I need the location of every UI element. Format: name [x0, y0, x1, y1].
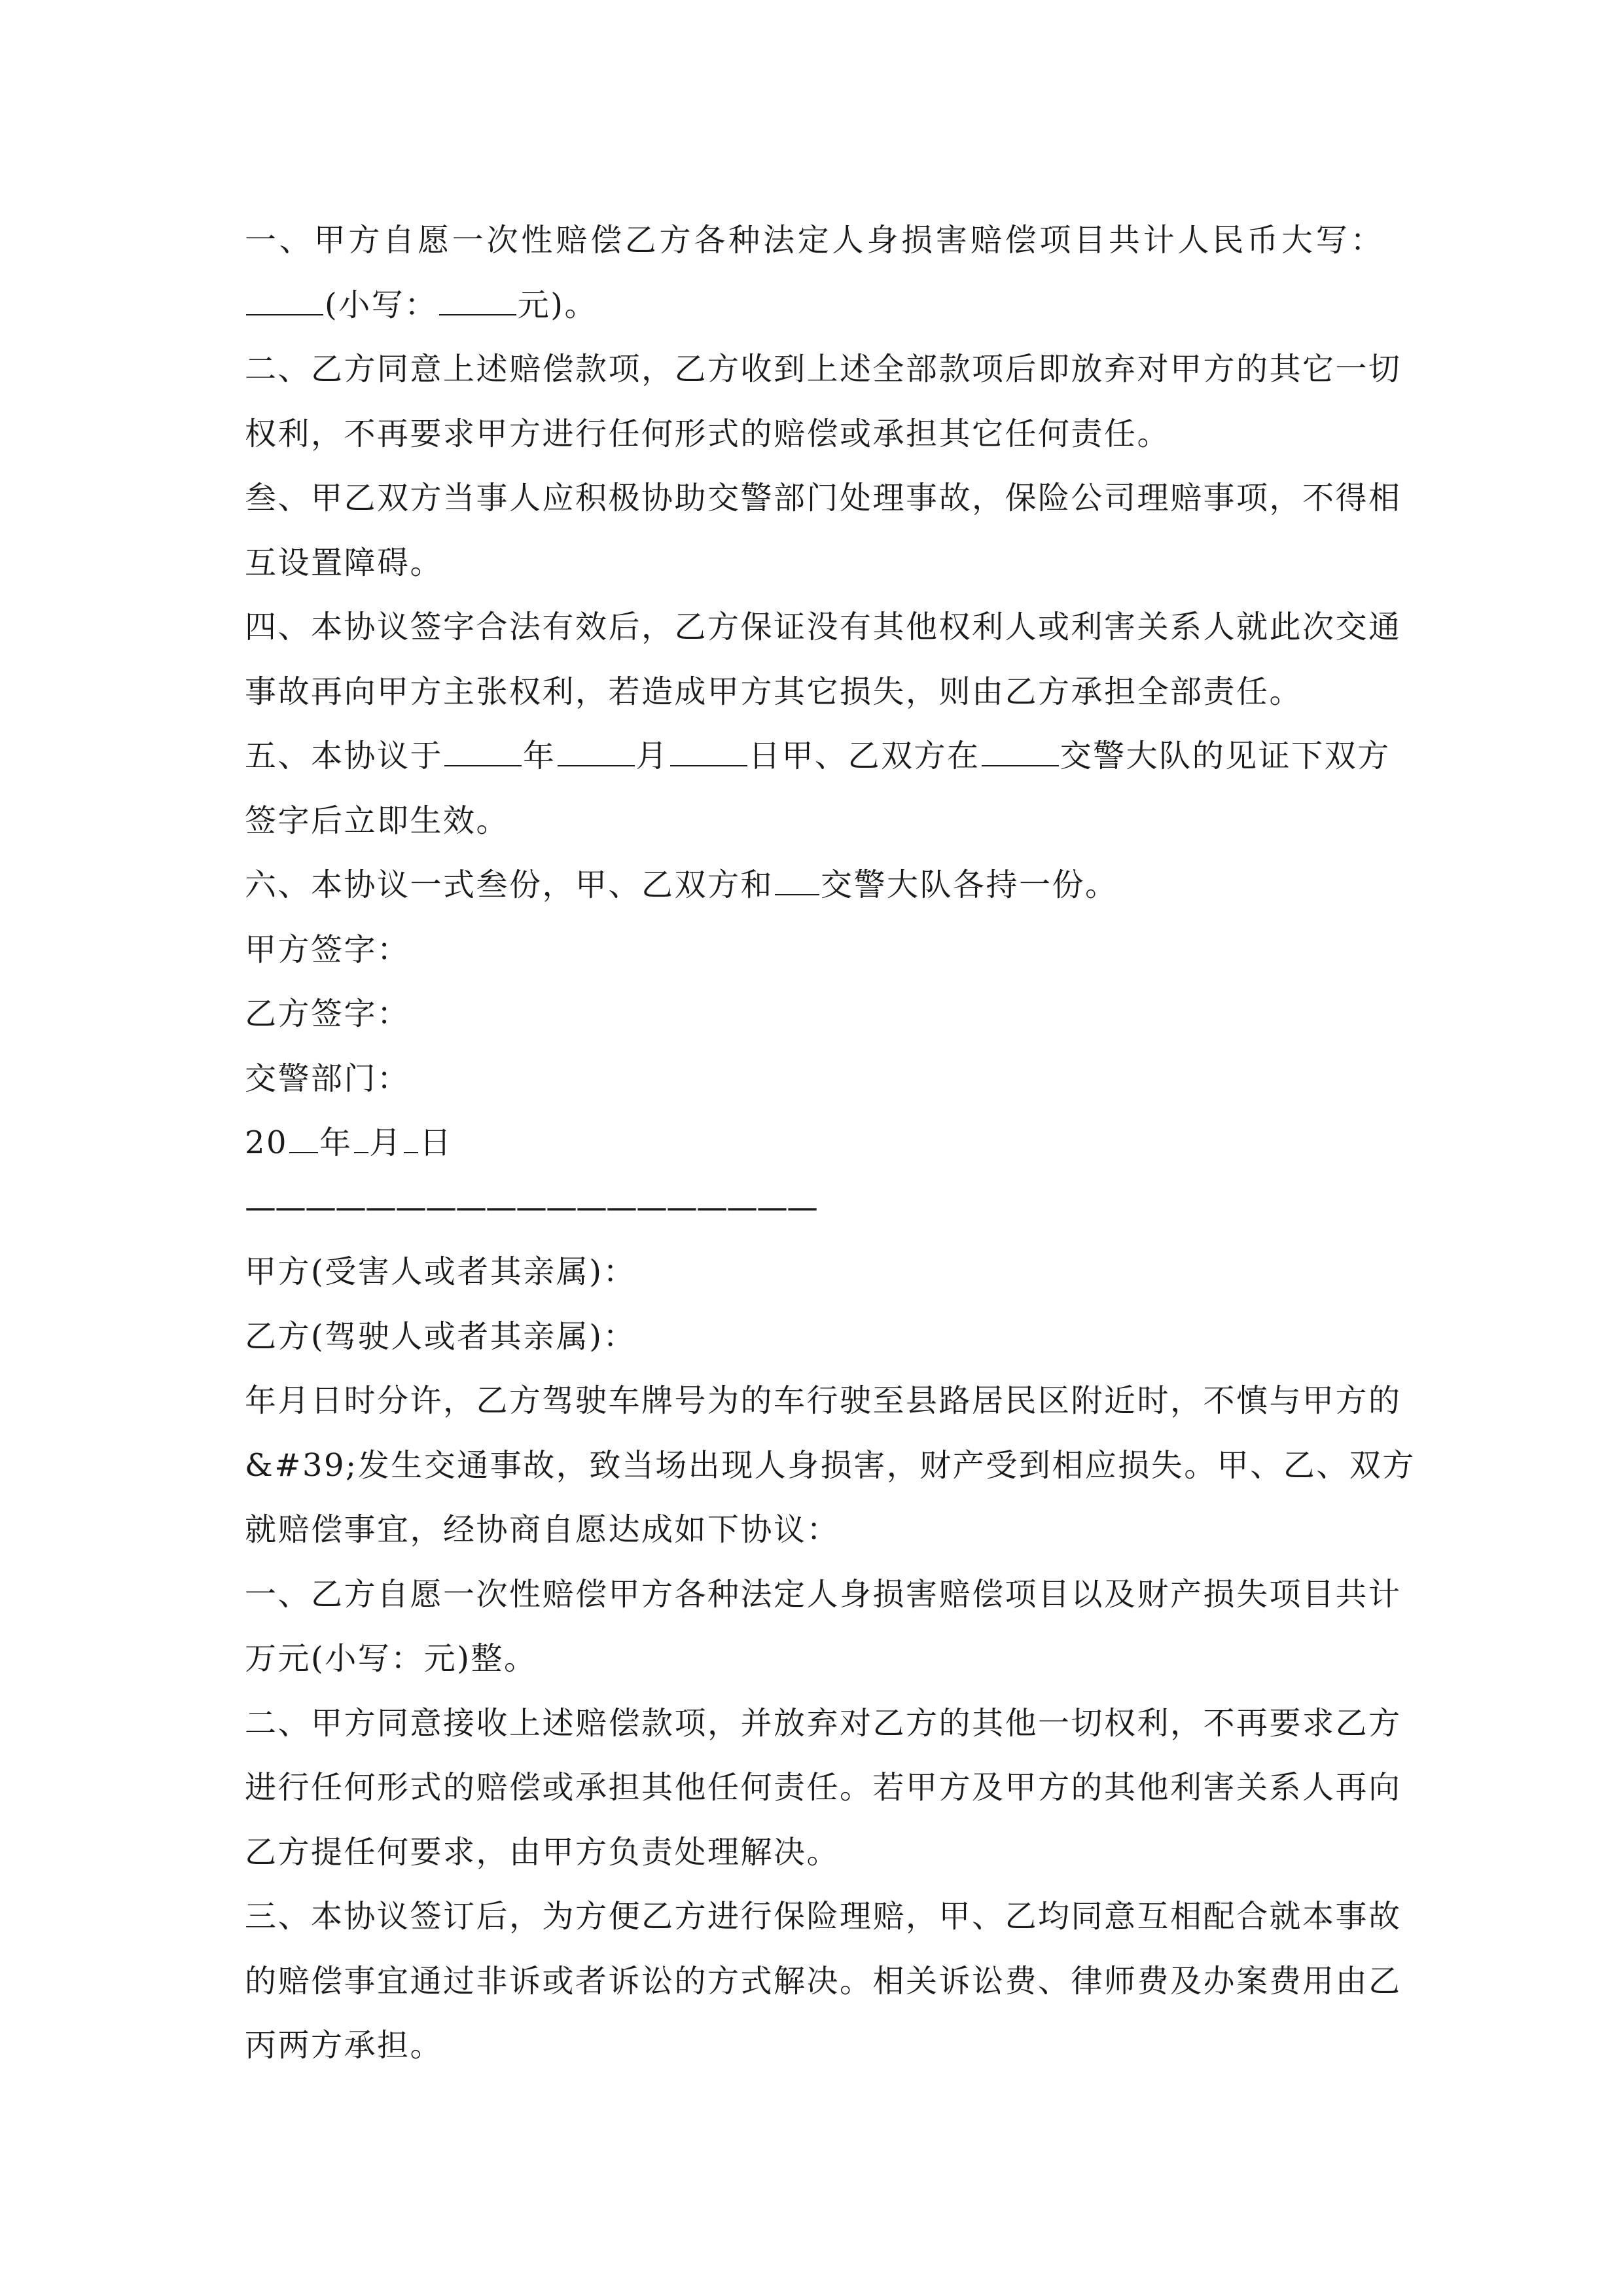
- clause-6-text-a: 六、本协议一式叁份，甲、乙双方和: [245, 867, 774, 903]
- party-b-signature: 乙方签字：: [245, 996, 410, 1032]
- brigade-name-blank: [775, 869, 819, 895]
- date-day-blank: [404, 1127, 418, 1153]
- date-text-d: 日: [419, 1124, 453, 1161]
- clause-1-line-1: 一、甲方自愿一次性赔偿乙方各种法定人身损害赔偿项目共计人民币大写：: [245, 222, 1383, 259]
- amount-lowercase-blank: [439, 289, 516, 315]
- part2-clause-1-line-1: 一、乙方自愿一次性赔偿甲方各种法定人身损害赔偿项目以及财产损失项目共计: [245, 1575, 1402, 1613]
- clause-5-text-d: 日甲、乙双方在: [749, 738, 980, 774]
- year-blank: [444, 740, 522, 766]
- party-a-label: 甲方(受害人或者其亲属)：: [245, 1253, 636, 1290]
- date-text-c: 月: [369, 1124, 403, 1161]
- clause-5-text-b: 年: [523, 738, 556, 774]
- police-brigade-blank: [982, 740, 1059, 766]
- signing-date: [245, 1111, 1383, 1175]
- clause-1-text-a: (小写：: [325, 286, 438, 323]
- clause-5-text-a: 五、本协议于: [245, 738, 444, 774]
- clause-5-line-2: 签字后立即生效。: [245, 802, 510, 839]
- clause-6-line: [245, 853, 1383, 918]
- intro-line-1: 年月日时分许，乙方驾驶车牌号为的车行驶至县路居民区附近时，不慎与甲方的: [245, 1382, 1402, 1419]
- part2-clause-2-line-3: 乙方提任何要求，由甲方负责处理解决。: [245, 1833, 840, 1871]
- police-department-signature: 交警部门：: [245, 1060, 410, 1097]
- clause-2-line-1: 二、乙方同意上述赔偿款项，乙方收到上述全部款项后即放弃对甲方的其它一切: [245, 351, 1402, 387]
- amount-uppercase-blank: [246, 289, 323, 315]
- intro-line-2: &#39;发生交通事故，致当场出现人身损害，财产受到相应损失。甲、乙、双方: [245, 1446, 1416, 1484]
- clause-3-line-2: 互设置障碍。: [245, 544, 444, 581]
- date-text-b: 年: [319, 1124, 353, 1161]
- date-month-blank: [354, 1127, 368, 1153]
- part2-clause-2-line-1: 二、甲方同意接收上述赔偿款项，并放弃对乙方的其他一切权利，不再要求乙方: [245, 1704, 1402, 1742]
- clause-5-line-1: [245, 724, 1391, 789]
- party-b-label: 乙方(驾驶人或者其亲属)：: [245, 1318, 636, 1355]
- part2-clause-3-line-3: 丙两方承担。: [245, 2027, 444, 2064]
- clause-1-line-2: [245, 273, 1383, 338]
- clause-5-text-c: 月: [635, 738, 669, 774]
- clause-5-text-e: 交警大队的见证下双方: [1060, 738, 1391, 774]
- clause-2-line-2: 权利，不再要求甲方进行任何形式的赔偿或承担其它任何责任。: [245, 415, 1171, 452]
- part2-clause-3-line-1: 三、本协议签订后，为方便乙方进行保险理赔，甲、乙均同意互相配合就本事故: [245, 1898, 1402, 1935]
- clause-4-line-1: 四、本协议签字合法有效后，乙方保证没有其他权利人或利害关系人就此次交通: [245, 609, 1402, 645]
- clause-4-line-2: 事故再向甲方主张权利，若造成甲方其它损失，则由乙方承担全部责任。: [245, 673, 1303, 710]
- day-blank: [670, 740, 747, 766]
- document-page: [245, 208, 1416, 2078]
- clause-1-text-b: 元)。: [517, 286, 597, 323]
- part2-clause-3-line-2: 的赔偿事宜通过非诉或者诉讼的方式解决。相关诉讼费、律师费及办案费用由乙: [245, 1962, 1402, 2000]
- part2-clause-1-line-2: 万元(小写：元)整。: [245, 1640, 537, 1677]
- clause-3-line-1: 叁、甲乙双方当事人应积极协助交警部门处理事故，保险公司理赔事项，不得相: [245, 480, 1402, 516]
- date-text-a: 20: [245, 1124, 289, 1161]
- section-separator: ———————————————————: [245, 1189, 817, 1226]
- clause-6-text-b: 交警大队各持一份。: [821, 867, 1118, 903]
- party-a-signature: 甲方签字：: [245, 931, 410, 968]
- date-year-blank: [289, 1127, 318, 1153]
- intro-line-3: 就赔偿事宜，经协商自愿达成如下协议：: [245, 1511, 840, 1548]
- month-blank: [558, 740, 635, 766]
- part2-clause-2-line-2: 进行任何形式的赔偿或承担其他任何责任。若甲方及甲方的其他利害关系人再向: [245, 1769, 1402, 1806]
